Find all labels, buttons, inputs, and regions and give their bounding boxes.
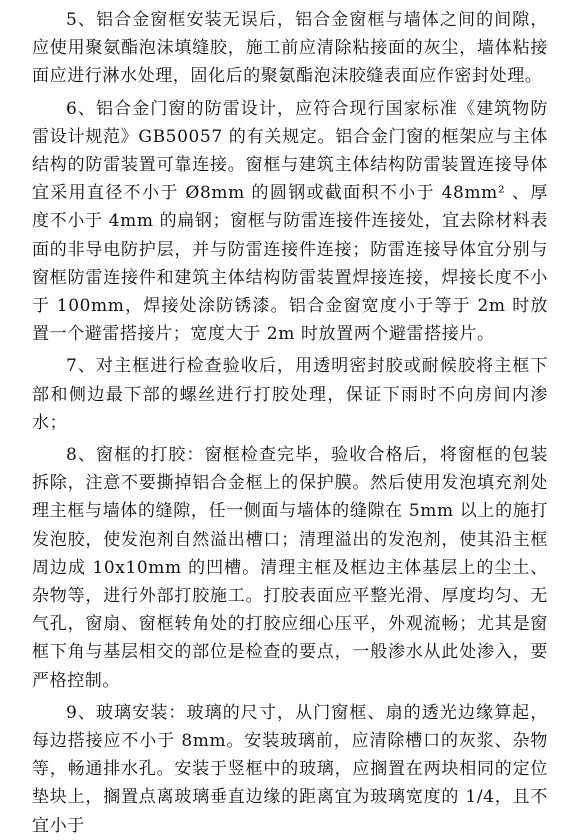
paragraph-item-5: 5、铝合金窗框安装无误后，铝合金窗框与墙体之间的间隙，应使用聚氨酯泡沫填缝胶，施工前应清除粘接面的灰尘，墙体粘接面应进行淋水处理，固化后的聚氨酯泡沫胶缝表面应作密封处理。 — [32, 10, 548, 87]
paragraph-item-9: 9、玻璃安装：玻璃的尺寸，从门窗框、扇的透光边缘算起，每边搭接应不小于 8mm。安装玻璃前，应清除槽口的灰浆、杂物等，畅通排水孔。安装于竖框中的玻璃，应搁置在两块相同的定位垫块上，搁置点离玻璃垂直边缘的距离宜为玻璃宽度的 1/4，且不宜小于 — [32, 702, 548, 836]
paragraph-item-6: 6、铝合金门窗的防雷设计，应符合现行国家标准《建筑物防雷设计规范》GB50057 的有关规定。铝合金门窗的框架应与主体结构的防雷装置可靠连接。窗框与建筑主体结构防雷装置连接导体宜采用直径不小于 Ø8mm 的圆钢或截面积不小于 48mm² 、厚度不小于 4mm 的扁钢；窗框与防雷连接件连接处，宜去除材料表面的非导电防护层，并与防雷连接件连接；防雷连接导体宜分别与窗框防雷连接件和建筑主体结构防雷装置焊接连接，焊接长度不小于 100mm，焊接处涂防锈漆。铝合金窗宽度小于等于 2m 时放置一个避雷搭接片；宽度大于 2m 时放置两个避雷搭接片。 — [32, 98, 548, 345]
document-page — [32, 0, 548, 840]
paragraph-item-7: 7、对主框进行检查验收后，用透明密封胶或耐候胶将主框下部和侧边最下部的螺丝进行打胶处理，保证下雨时不向房间内渗水； — [32, 356, 548, 433]
paragraph-item-8: 8、窗框的打胶：窗框检查完毕，验收合格后，将窗框的包装拆除，注意不要撕掉铝合金框上的保护膜。然后使用发泡填充剂处理主框与墙体的缝隙，任一侧面与墙体的缝隙在 5mm 以上的施打发泡胶，使发泡剂自然溢出槽口；清理溢出的发泡剂，使其沿主框周边成 10x10mm 的凹槽。清理主框及框边主体基层上的尘土、杂物等，进行外部打胶施工。打胶表面应平整光滑、厚度均匀、无气孔，窗扇、窗框转角处的打胶应细心压平，外观流畅；尤其是窗框下角与基层相交的部位是检查的要点，一般渗水从此处渗入，要严格控制。 — [32, 445, 548, 691]
